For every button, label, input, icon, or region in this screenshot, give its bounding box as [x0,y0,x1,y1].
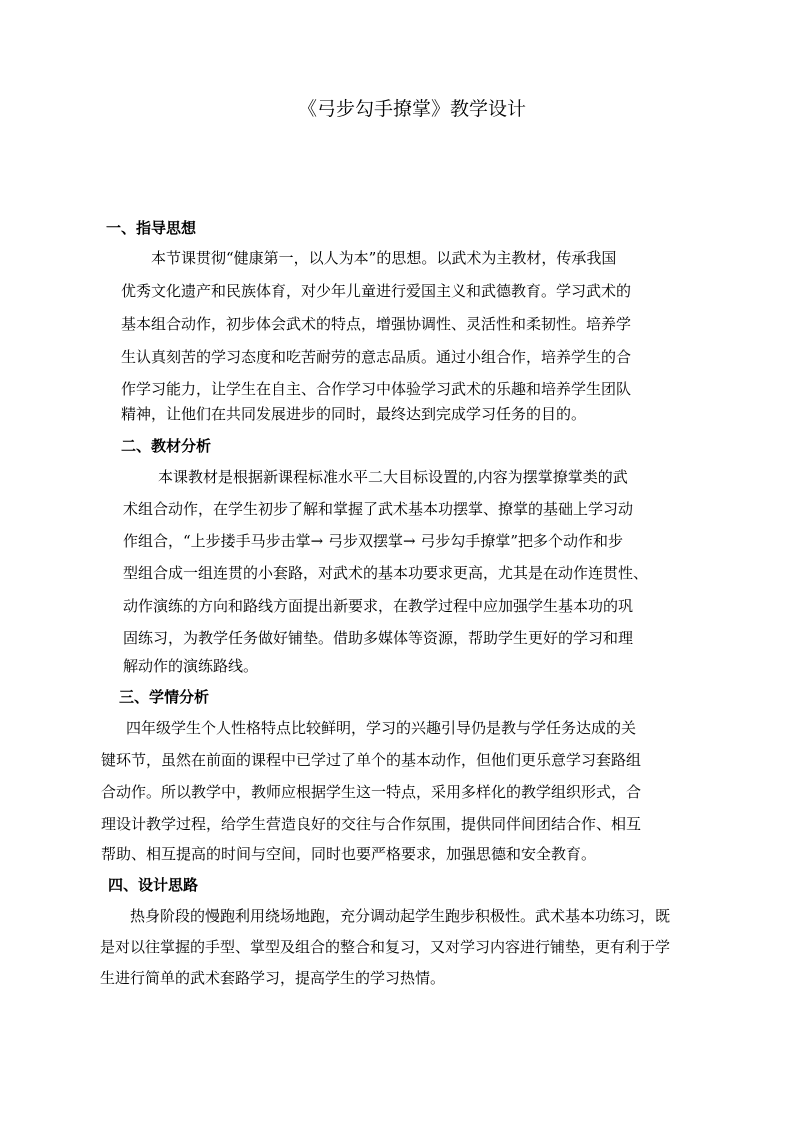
section-heading-learner-analysis: 三、学情分析 [119,688,210,706]
paragraph-line: 理设计教学过程，给学生营造良好的交往与合作氛围，提供同伴间团结合作、相互 [101,815,642,833]
section-heading-material-analysis: 二、教材分析 [121,437,212,455]
paragraph-line: 生认真刻苦的学习态度和吃苦耐劳的意志品质。通过小组合作，培养学生的合 [121,348,632,366]
paragraph-line: 优秀文化遗产和民族体育，对少年儿童进行爱国主义和武德教育。学习武术的 [121,282,632,300]
paragraph-line: 术组合动作，在学生初步了解和掌握了武术基本功摆掌、撩掌的基础上学习动 [123,500,634,518]
paragraph-line: 热身阶段的慢跑利用绕场地跑，充分调动起学生跑步积极性。武术基本功练习，既 [130,907,671,925]
paragraph-line: 动作演练的方向和路线方面提出新要求，在教学过程中应加强学生基本功的巩 [123,597,634,615]
paragraph-line: 是对以往掌握的手型、掌型及组合的整合和复习，又对学习内容进行铺垫，更有利于学 [100,938,671,956]
paragraph-line: 基本组合动作，初步体会武术的特点，增强协调性、灵活性和柔韧性。培养学 [121,315,632,333]
paragraph-line: 本节课贯彻“健康第一，以人为本”的思想。以武术为主教材，传承我国 [151,249,617,267]
paragraph-line: 合动作。所以教学中，教师应根据学生这一特点，采用多样化的教学组织形式，合 [101,783,642,801]
paragraph-line: 固练习，为教学任务做好铺垫。借助多媒体等资源，帮助学生更好的学习和理 [123,629,634,647]
paragraph-line: 本课教材是根据新课程标准水平二大目标设置的,内容为摆掌撩掌类的武 [158,468,628,486]
document-title: 《弓步勾手撩掌》教学设计 [297,98,526,120]
paragraph-line: 型组合成一组连贯的小套路，对武术的基本功要求更高，尤其是在动作连贯性、 [123,564,649,582]
paragraph-line: 作学习能力，让学生在自主、合作学习中体验学习武术的乐趣和培养学生团队 [121,380,632,398]
paragraph-line: 解动作的演练路线。 [123,657,259,675]
paragraph-line: 四年级学生个人性格特点比较鲜明，学习的兴趣引导仍是教与学任务达成的关 [126,719,637,737]
paragraph-line: 帮助、相互提高的时间与空间，同时也要严格要求，加强思德和安全教育。 [101,845,597,863]
section-heading-guiding-thought: 一、指导思想 [106,219,197,237]
paragraph-line: 生进行简单的武术套路学习，提高学生的学习热情。 [100,969,446,987]
paragraph-line: 精神，让他们在共同发展进步的同时，最终达到完成学习任务的目的。 [121,405,587,423]
section-heading-design-approach: 四、设计思路 [108,876,199,894]
paragraph-line: 键环节，虽然在前面的课程中已学过了单个的基本动作，但他们更乐意学习套路组 [101,751,642,769]
paragraph-line: 作组合，“上步搂手马步击掌→ 弓步双摆掌→ 弓步勾手撩掌”把多个动作和步 [123,532,624,550]
